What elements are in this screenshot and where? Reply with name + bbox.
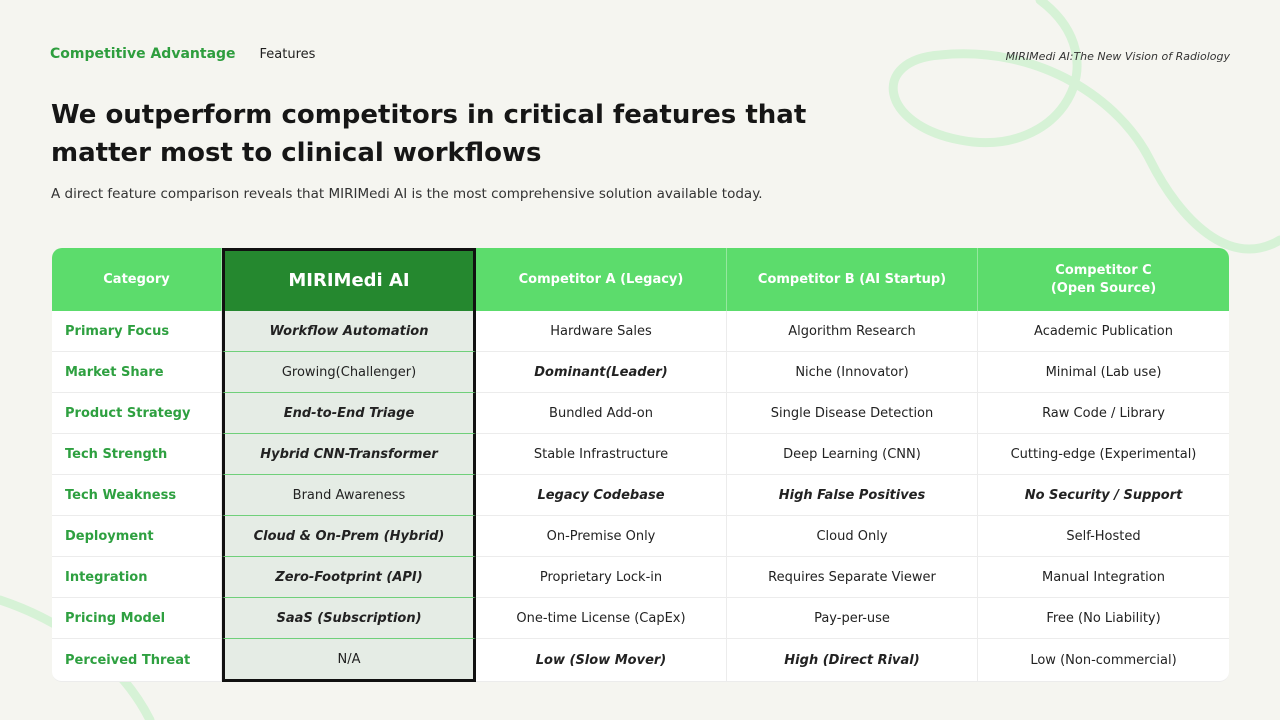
competitor-cell: Requires Separate Viewer bbox=[727, 557, 978, 598]
competitor-cell: High (Direct Rival) bbox=[727, 639, 978, 682]
competitor-cell: Single Disease Detection bbox=[727, 393, 978, 434]
column-header-competitor-c: Competitor C (Open Source) bbox=[978, 248, 1229, 311]
table-row bbox=[52, 639, 1229, 682]
competitor-cell: Bundled Add-on bbox=[476, 393, 727, 434]
mirimedi-cell: Brand Awareness bbox=[222, 475, 476, 516]
row-category: Pricing Model bbox=[52, 598, 222, 639]
competitor-cell: Dominant(Leader) bbox=[476, 352, 727, 393]
competitor-cell: Cloud Only bbox=[727, 516, 978, 557]
mirimedi-cell: Zero-Footprint (API) bbox=[222, 557, 476, 598]
table-row bbox=[52, 434, 1229, 475]
row-category: Integration bbox=[52, 557, 222, 598]
competitor-cell: Algorithm Research bbox=[727, 311, 978, 352]
column-header-competitor-a: Competitor A (Legacy) bbox=[476, 248, 727, 311]
competitor-cell: Minimal (Lab use) bbox=[978, 352, 1229, 393]
table-row bbox=[52, 393, 1229, 434]
competitor-cell: Niche (Innovator) bbox=[727, 352, 978, 393]
column-header-category: Category bbox=[52, 248, 222, 311]
mirimedi-cell: End-to-End Triage bbox=[222, 393, 476, 434]
mirimedi-cell: Hybrid CNN-Transformer bbox=[222, 434, 476, 475]
competitor-cell: Manual Integration bbox=[978, 557, 1229, 598]
competitor-cell: Deep Learning (CNN) bbox=[727, 434, 978, 475]
competitor-cell: Legacy Codebase bbox=[476, 475, 727, 516]
row-category: Product Strategy bbox=[52, 393, 222, 434]
competitor-cell: Pay-per-use bbox=[727, 598, 978, 639]
mirimedi-cell: Workflow Automation bbox=[222, 311, 476, 352]
deck-title: MIRIMedi AI:The New Vision of Radiology bbox=[1005, 50, 1230, 63]
slide-header bbox=[50, 46, 315, 62]
competitor-cell: Low (Non-commercial) bbox=[978, 639, 1229, 682]
row-category: Tech Strength bbox=[52, 434, 222, 475]
mirimedi-cell: N/A bbox=[222, 639, 476, 682]
competitor-cell: Cutting-edge (Experimental) bbox=[978, 434, 1229, 475]
competitor-cell: Raw Code / Library bbox=[978, 393, 1229, 434]
competitor-cell: Self-Hosted bbox=[978, 516, 1229, 557]
row-category: Tech Weakness bbox=[52, 475, 222, 516]
competitor-cell: Free (No Liability) bbox=[978, 598, 1229, 639]
table-row bbox=[52, 598, 1229, 639]
row-category: Perceived Threat bbox=[52, 639, 222, 682]
competitor-cell: Proprietary Lock-in bbox=[476, 557, 727, 598]
tab-label: Features bbox=[259, 46, 316, 62]
competitor-cell: Hardware Sales bbox=[476, 311, 727, 352]
competitor-cell: High False Positives bbox=[727, 475, 978, 516]
competitor-cell: No Security / Support bbox=[978, 475, 1229, 516]
table-header-row bbox=[52, 248, 1229, 311]
section-label: Competitive Advantage bbox=[50, 46, 236, 62]
comparison-table bbox=[52, 248, 1229, 682]
row-category: Market Share bbox=[52, 352, 222, 393]
column-header-competitor-b: Competitor B (AI Startup) bbox=[727, 248, 978, 311]
table-row bbox=[52, 311, 1229, 352]
table-row bbox=[52, 516, 1229, 557]
table-row bbox=[52, 352, 1229, 393]
competitor-cell: Low (Slow Mover) bbox=[476, 639, 727, 682]
competitor-cell: On-Premise Only bbox=[476, 516, 727, 557]
competitor-cell: One-time License (CapEx) bbox=[476, 598, 727, 639]
competitor-cell: Academic Publication bbox=[978, 311, 1229, 352]
row-category: Primary Focus bbox=[52, 311, 222, 352]
mirimedi-cell: Cloud & On-Prem (Hybrid) bbox=[222, 516, 476, 557]
competitor-cell: Stable Infrastructure bbox=[476, 434, 727, 475]
comparison-table-wrapper bbox=[52, 248, 1229, 682]
column-header-mirimedi: MIRIMedi AI bbox=[222, 248, 476, 311]
page-title: We outperform competitors in critical features that matter most to clinical workflows bbox=[51, 100, 807, 168]
table-row bbox=[52, 557, 1229, 598]
table-row bbox=[52, 475, 1229, 516]
page-subtitle: A direct feature comparison reveals that MIRIMedi AI is the most comprehensive solution available today. bbox=[51, 186, 763, 202]
mirimedi-cell: SaaS (Subscription) bbox=[222, 598, 476, 639]
mirimedi-cell: Growing(Challenger) bbox=[222, 352, 476, 393]
row-category: Deployment bbox=[52, 516, 222, 557]
